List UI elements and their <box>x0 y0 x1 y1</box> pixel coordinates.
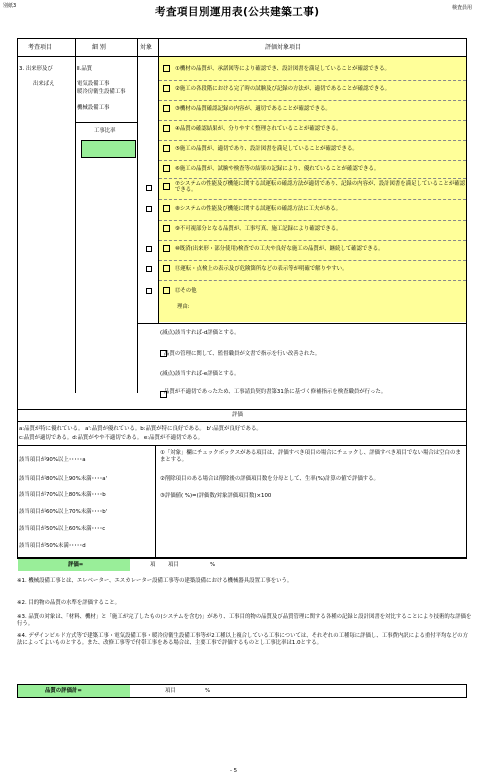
grade-level-c: 該当項目が50%以上60%未満････c <box>19 526 106 532</box>
item-12: ⑫その他 <box>175 288 197 294</box>
eval-note-3: ③評価値( %)=(評価数/対象評価項目数)×100 <box>160 493 272 499</box>
work-type-hvac: 暖冷房衛生設備工事 <box>77 89 126 95</box>
grade-level-a: 該当項目が90%以上･････a <box>19 457 86 463</box>
rating-label: 評価= <box>68 562 84 568</box>
item-3: ③機材の品質確認記録の内容が、適切であることが確認できる。 <box>175 106 331 112</box>
grade-level-b2: 該当項目が60%以上70%未満････b' <box>19 509 108 515</box>
item-11: ⑪運転・点検上の表示及び危険箇所などの表示等が明確で解りやすい。 <box>175 266 348 272</box>
target-checkbox-8[interactable] <box>146 206 152 212</box>
item-checkbox-4[interactable] <box>163 125 170 132</box>
item-7: ⑦システムの性能及び機能に関する試運転の確認方法が適切であり、記録の内容が、設計図書を満足していることが確認できる。 <box>175 181 465 194</box>
grade-legend-2: c:品質が適切である。d:品質がやや不適切である。 e:品質が不適切である。 <box>19 435 203 441</box>
item-checkbox-5[interactable] <box>163 145 170 152</box>
item-10: ⑩既済(出来形・部分使用)検査での工夫や良好な施工の品質が、継続して確認できる。 <box>175 246 384 252</box>
deduct-d-item: 品質の管理に関して、監督職員が文書で指示を行い改善された。 <box>164 351 321 357</box>
target-checkbox-10[interactable] <box>146 246 152 252</box>
item-2: ②施工の各段階における完了時の試験及び記録の方法が、適切であることが確認できる。 <box>175 86 391 92</box>
item-checkbox-9[interactable] <box>163 225 170 232</box>
grade-level-d: 該当項目が50%未満･････d <box>19 543 86 549</box>
item-8: ⑧システムの性能及び機能に関する試運転の確認方法に工夫がある。 <box>175 206 342 212</box>
col-header-target: 対象 <box>140 44 153 51</box>
category-label-2: 出来ばえ <box>33 81 55 87</box>
inspector-label: 検査員用 <box>452 5 473 11</box>
target-checkbox-11[interactable] <box>146 266 152 272</box>
evaluation-title: 評価 <box>232 412 243 418</box>
item-checkbox-10[interactable] <box>163 245 170 252</box>
grade-level-a2: 該当項目が80%以上90%未満････a' <box>19 476 108 482</box>
item-4: ④品質の確認結果が、分りやすく整理されていることが確認できる。 <box>175 126 342 132</box>
grade-level-b: 該当項目が70%以上80%未満････b <box>19 492 106 498</box>
item-6: ⑥施工の品質が、試験や検査等の結果の記録により、優れていることが確認できる。 <box>175 166 380 172</box>
item-5: ⑤施工の品質が、適切であり、設計図書を満足していることが確認できる。 <box>175 146 358 152</box>
work-ratio-input[interactable] <box>81 140 136 158</box>
page-title: 考査項目別運用表(公共建築工事) <box>155 6 320 18</box>
summary-label: 品質の評価計= <box>45 688 82 694</box>
footnote-3: ※3. 品質の対象は、「材料、機材」と「施工が完了したもの(システムを含む)」があり、工事目的物の品質及び品質管理に関する各種の記録と設計図書を対比することにより技術的な評価を行う。 <box>17 614 472 627</box>
eval-note-1: ①「対象」欄にチェックボックスがある項目は、評価すべき項目の場合にチェックし、評価すべき項目でない場合は空白のままとする。 <box>160 450 461 463</box>
attachment-label: 別紙3 <box>3 3 17 9</box>
deduct-e-label: (減点)該当すれば-e評価とする。 <box>160 371 240 377</box>
rating-item-label: 項 <box>150 562 156 568</box>
footnote-4: ※4. デザインビルド方式等で建築工事・電気設備工事・暖冷房衛生設備工事等が2工種以上複合している工事については、それぞれの工種毎に評価し、工事費内訳による重付平均などの方法によってよいものとする。また、改修工事等で付帯工事をある場合は、主要工事で評価するものとし工事比率は1.0とする。 <box>17 633 468 646</box>
work-type-mechanical: 機械設備工事 <box>77 105 110 111</box>
item-checkbox-12[interactable] <box>163 287 170 294</box>
footnote-2: ※2. 目的物の品質の水準を評価すること。 <box>17 600 121 606</box>
item-checkbox-6[interactable] <box>163 165 170 172</box>
item-checkbox-1[interactable] <box>163 65 170 72</box>
footnote-1: ※1. 機械設備工事とは、エレベーター、エスカレーター設備工事等の建築設備における機械器具設置工事をいう。 <box>17 578 293 584</box>
item-checkbox-3[interactable] <box>163 105 170 112</box>
eval-note-2: ②削除項目のある場合は削除後の評価項目数を分母として、生率(%)計算の値で評価する。 <box>160 476 379 482</box>
col-header-detail: 細 別 <box>92 44 106 51</box>
target-checkbox-12[interactable] <box>146 288 152 294</box>
deduct-e-item: 品質が不適切であったため、工事請負契約書第31条に基づく修補指示を検査職員が行った。 <box>164 389 387 395</box>
page-number: - 5 <box>230 768 238 774</box>
reason-label: 理由: <box>177 304 190 310</box>
work-type-electrical: 電気設備工事 <box>77 81 110 87</box>
item-1: ①機材の品質が、承諾図等により確認でき、設計図書を満足していることが確認できる。 <box>175 66 390 72</box>
item-checkbox-2[interactable] <box>163 85 170 92</box>
rating-item2-label: 項目 <box>168 562 179 568</box>
col-header-item: 考査項目 <box>28 44 53 51</box>
col-header-evaluation: 評価対象項目 <box>265 44 302 51</box>
deduct-d-label: (減点)該当すれば-d評価とする。 <box>160 330 240 336</box>
grade-legend-1: a:品質が特に優れている。 a':品質が優れている。b:品質が特に良好である。 b':品質が良好である。 <box>19 426 262 432</box>
summary-item-label: 項目 <box>165 688 176 694</box>
category-label: 3. 出来形及び <box>19 66 53 72</box>
item-9: ⑨不可視部分となる品質が、工事写真、施工記録により確認できる。 <box>175 226 342 232</box>
rating-percent: % <box>210 562 216 568</box>
item-checkbox-11[interactable] <box>163 265 170 272</box>
summary-percent: % <box>205 688 211 694</box>
item-checkbox-8[interactable] <box>163 205 170 212</box>
target-checkbox-7[interactable] <box>146 185 152 191</box>
sub-category-label: Ⅱ.品質 <box>77 66 93 72</box>
item-checkbox-7[interactable] <box>163 183 170 190</box>
work-ratio-label: 工事比率 <box>94 128 116 134</box>
